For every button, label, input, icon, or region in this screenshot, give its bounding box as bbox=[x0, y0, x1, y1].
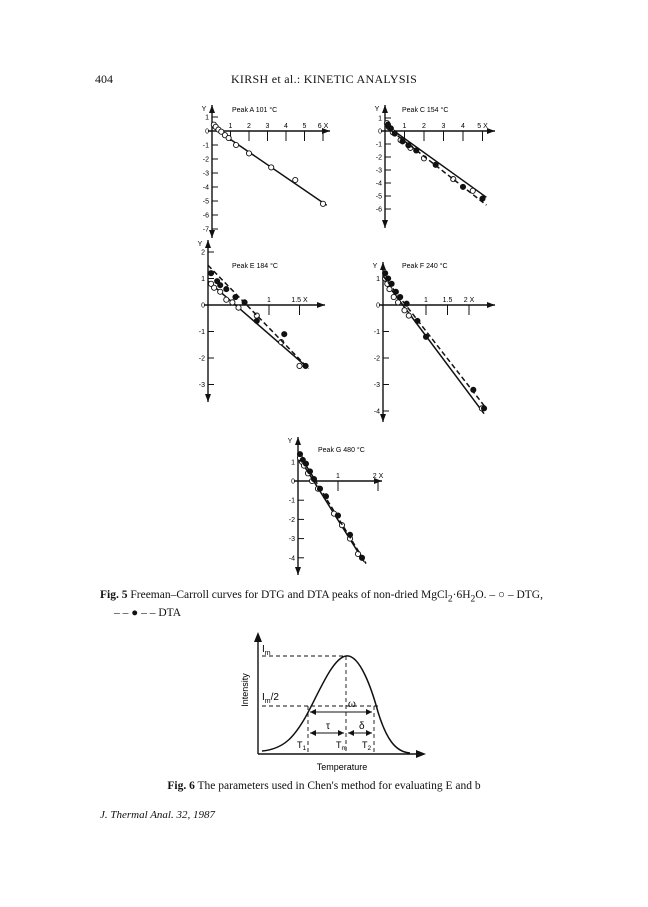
chart3-y-tick-label: -1 bbox=[198, 329, 205, 336]
chart5-y-tick-label: 0 bbox=[291, 478, 295, 486]
fig6-label-im: $I_m$ bbox=[262, 644, 271, 657]
page-number: 404 bbox=[95, 72, 113, 86]
chart4-x-tick-label: 2 X bbox=[463, 297, 475, 304]
chart1-x-tick-label: 6 X bbox=[317, 123, 329, 130]
fig6-caption-label: Fig. 6 bbox=[167, 780, 195, 792]
chart2-y-label: Y bbox=[374, 106, 380, 113]
fig6-caption-text: The parameters used in Chen's method for evaluating E and b bbox=[197, 780, 481, 792]
chart2-y-tick-label: -1 bbox=[375, 141, 382, 149]
chart5-x-tick-label: 1 bbox=[336, 473, 340, 480]
chart1-y-tick-label: -2 bbox=[202, 156, 209, 164]
chart2-y-tick-label: -6 bbox=[375, 206, 382, 214]
chart2-y-tick-label: -4 bbox=[375, 180, 382, 188]
chart3-y-label: Y bbox=[197, 241, 203, 248]
chart3-y-tick-label: -2 bbox=[198, 355, 205, 363]
fig6-caption bbox=[0, 779, 648, 794]
chart3-title: Peak E 184 °C bbox=[232, 263, 278, 270]
chart2-y-tick-label: -2 bbox=[375, 154, 382, 162]
fig5-caption-sub-2: 2 bbox=[470, 593, 476, 605]
fig6-label-delta: δ bbox=[359, 721, 365, 732]
fig6-peak-curve bbox=[262, 656, 410, 753]
chart4-y-tick-label: -3 bbox=[373, 382, 380, 389]
chart1-x-tick-label: 2 bbox=[247, 123, 251, 130]
chart1-title: Peak A 101 °C bbox=[232, 107, 278, 114]
chart1-y-tick-label: 0 bbox=[205, 128, 209, 136]
chart5-y-tick-label: -2 bbox=[288, 516, 295, 524]
fig5-caption-mid: ·6H bbox=[452, 589, 471, 601]
chart3-y-tick-label: 2 bbox=[201, 249, 205, 257]
fig6-ylabel: Intensity bbox=[240, 673, 250, 707]
chart4-x-tick-label: 1.5 bbox=[442, 297, 453, 304]
chart1-y-tick-label: -3 bbox=[202, 170, 209, 178]
chart3-x-tick-label: 1.5 X bbox=[291, 297, 308, 304]
chart5-title: Peak G 480 °C bbox=[318, 447, 365, 454]
chart2-y-tick-label: -5 bbox=[375, 193, 382, 201]
chart5-y-tick-label: -4 bbox=[288, 555, 295, 563]
fig6-label-t1: $T_1$ bbox=[297, 740, 307, 752]
fig6-xlabel: Temperature bbox=[316, 762, 368, 772]
running-head: KIRSH et al.: KINETIC ANALYSIS bbox=[230, 72, 418, 86]
fig5-caption-line2: – – ● – – DTA bbox=[114, 607, 182, 620]
chart2-y-tick-label: 1 bbox=[378, 115, 382, 123]
journal-footer: J. Thermal Anal. 32, 1987 bbox=[100, 809, 215, 821]
chart1-y-tick-label: -5 bbox=[202, 198, 209, 206]
chart1-x-tick-label: 3 bbox=[265, 123, 270, 130]
chart1-y-tick-label: -1 bbox=[202, 142, 209, 150]
chart1-x-tick-label: 1 bbox=[228, 123, 233, 130]
chart2-x-tick-label: 1 bbox=[402, 123, 407, 130]
chart4-title: Peak F 240 °C bbox=[402, 263, 448, 270]
fig6-label-t2: $T_2$ bbox=[362, 740, 372, 752]
chart1-y-tick-label: -7 bbox=[202, 226, 209, 234]
fig5-caption-text-2: O. – ○ – DTG, bbox=[475, 589, 543, 601]
chart3-y-tick-label: -3 bbox=[198, 382, 205, 389]
chart5-y-tick-label: -1 bbox=[288, 497, 295, 505]
chart5-y-tick-label: 1 bbox=[291, 459, 295, 467]
chart5-x-tick-label: 2 X bbox=[372, 473, 384, 480]
fig6-label-omega: ω bbox=[348, 699, 356, 710]
chart2-x-tick-label: 4 bbox=[461, 123, 465, 130]
chart2-y-tick-label: 0 bbox=[378, 128, 382, 136]
chart1-y-label: Y bbox=[201, 106, 207, 113]
chart4-y-tick-label: 1 bbox=[376, 276, 380, 283]
chart4-y-tick-label: -1 bbox=[373, 329, 380, 336]
chart1-y-tick-label: 1 bbox=[205, 114, 209, 122]
chart3-y-tick-label: 0 bbox=[201, 302, 205, 310]
chart2-title: Peak C 154 °C bbox=[402, 107, 449, 114]
chart1-x-tick-label: 5 bbox=[302, 123, 307, 130]
chart3-y-tick-label: 1 bbox=[201, 276, 205, 283]
chart5-y-label: Y bbox=[287, 438, 293, 445]
chart4-x-tick-label: 1 bbox=[424, 297, 428, 304]
chart2-x-tick-label: 2 bbox=[422, 123, 426, 130]
chart4-y-tick-label: 0 bbox=[376, 302, 380, 310]
chart2-x-tick-label: 3 bbox=[441, 123, 446, 130]
chart4-y-tick-label: -4 bbox=[373, 408, 380, 416]
fig5-caption-text-1: Freeman–Carroll curves for DTG and DTA peaks of non-dried MgCl bbox=[130, 589, 448, 601]
chart2-x-tick-label: 5 X bbox=[477, 123, 488, 130]
fig6-label-tm: $T_m$ bbox=[336, 740, 347, 752]
fig6-y-arrow bbox=[254, 632, 262, 642]
chart3-x-tick-label: 1 bbox=[267, 297, 271, 304]
chart1-y-tick-label: -4 bbox=[202, 184, 209, 192]
chart2-y-tick-label: -3 bbox=[375, 167, 382, 175]
fig5-caption-label: Fig. 5 bbox=[100, 589, 128, 601]
chart5-y-tick-label: -3 bbox=[288, 536, 295, 544]
fig6-label-tau: τ bbox=[326, 721, 330, 732]
fig6-label-im2: $I_m/2$ bbox=[262, 692, 279, 705]
fig5-caption-sub-1: 2 bbox=[447, 593, 453, 605]
chart4-y-tick-label: -2 bbox=[373, 355, 380, 363]
chart1-x-tick-label: 4 bbox=[284, 123, 288, 130]
chart4-y-label: Y bbox=[372, 263, 378, 270]
chart1-y-tick-label: -6 bbox=[202, 212, 209, 220]
fig6-x-arrow bbox=[416, 750, 426, 758]
